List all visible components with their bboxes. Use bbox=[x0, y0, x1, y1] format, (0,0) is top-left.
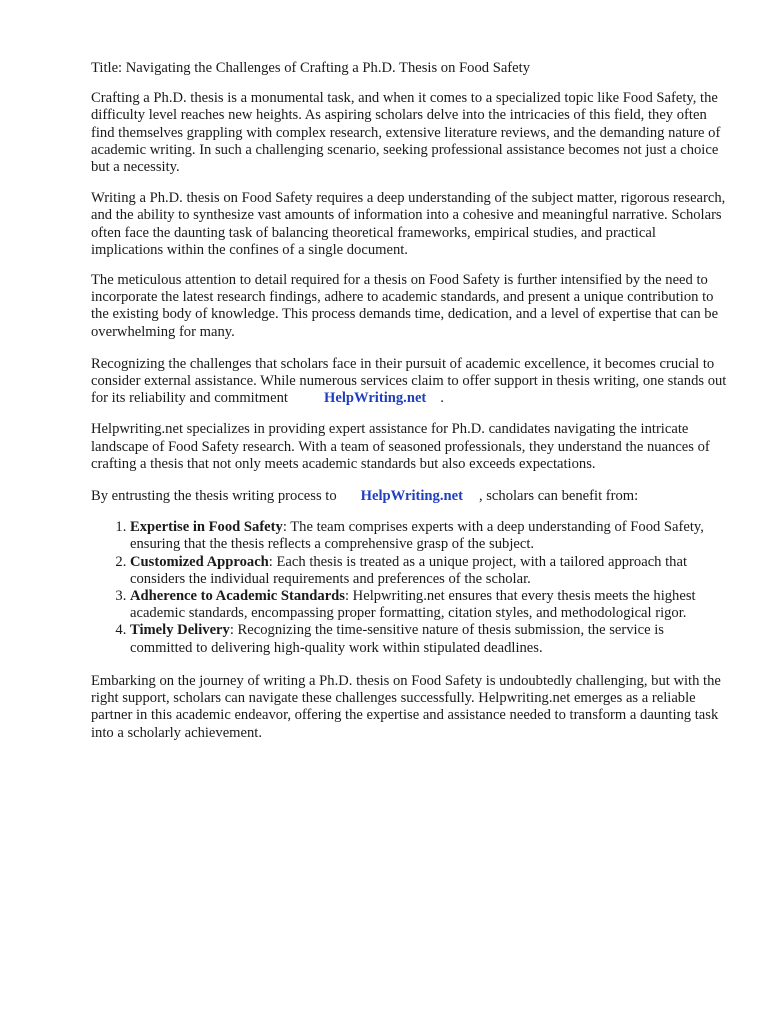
paragraph-conclusion: Embarking on the journey of writing a Ph.D. thesis on Food Safety is undoubtedly challenging, but with the right support, scholars can navigate these challenges successfully. Helpwriting.net emerges as a reliable partner in this academic endeavor, offering the expertise and assistance needed to transform a daunting task into a scholarly achievement. bbox=[91, 672, 721, 741]
paragraph-specializes: Helpwriting.net specializes in providing expert assistance for Ph.D. candidates navigating the intricate landscape of Food Safety research. With a team of seasoned professionals, they understand the nuances of crafting a thesis that not only meets academic standards but also exceeds expectations. bbox=[91, 421, 710, 472]
benefit-term: Expertise in Food Safety bbox=[130, 519, 283, 536]
helpwriting-link-2[interactable]: HelpWriting.net bbox=[360, 488, 463, 505]
list-item bbox=[130, 519, 728, 553]
paragraph-attention: The meticulous attention to detail required for a thesis on Food Safety is further intensified by the need to incorporate the latest research findings, adhere to academic standards, and present a unique contribution to the existing body of knowledge. This process demands time, dedication, and a level of expertise that can be overwhelming for many. bbox=[91, 272, 719, 340]
benefit-text: : Each thesis is treated as a unique project, with a tailored approach that considers the individual requirements and preferences of the scholar. bbox=[130, 553, 687, 587]
benefits-list bbox=[91, 519, 728, 657]
paragraph-requirements: Writing a Ph.D. thesis on Food Safety requires a deep understanding of the subject matter, rigorous research, and the ability to synthesize vast amounts of information into a cohesive and meaningful narrative. Scholars often face the daunting task of balancing theoretical frameworks, empirical studies, and practical implications within the confines of a single document. bbox=[91, 190, 726, 258]
list-item bbox=[130, 554, 728, 588]
list-item bbox=[130, 588, 728, 622]
list-item bbox=[130, 622, 728, 656]
helpwriting-link[interactable]: HelpWriting.net bbox=[323, 390, 427, 407]
paragraph-recognizing-end: . bbox=[440, 390, 444, 407]
paragraph-entrusting-end: , scholars can benefit from: bbox=[478, 488, 639, 505]
benefit-term: Customized Approach bbox=[130, 553, 269, 570]
benefit-text: : The team comprises experts with a deep understanding of Food Safety, ensuring that the thesis reflects a comprehensive grasp of the subject. bbox=[130, 519, 704, 553]
paragraph-recognizing bbox=[91, 356, 728, 408]
document-title: Title: Navigating the Challenges of Crafting a Ph.D. Thesis on Food Safety bbox=[91, 60, 530, 76]
paragraph-intro: Crafting a Ph.D. thesis is a monumental task, and when it comes to a specialized topic like Food Safety, the difficulty level reaches new heights. As aspiring scholars delve into the intricacies of this field, they often find themselves grappling with complex research, extensive literature reviews, and the demanding nature of academic writing. In such a challenging scenario, seeking professional assistance becomes not just a choice but a necessity. bbox=[91, 90, 721, 176]
paragraph-entrusting-text: By entrusting the thesis writing process to bbox=[91, 488, 337, 505]
paragraph-entrusting bbox=[91, 488, 728, 505]
benefit-text: : Helpwriting.net ensures that every thesis meets the highest academic standards, encompassing proper formatting, citation styles, and methodological rigor. bbox=[130, 588, 696, 622]
benefit-term: Timely Delivery bbox=[130, 622, 230, 639]
benefit-text: : Recognizing the time-sensitive nature of thesis submission, the service is committed to delivering high-quality work within stipulated deadlines. bbox=[130, 622, 664, 656]
benefit-term: Adherence to Academic Standards bbox=[130, 588, 345, 605]
paragraph-recognizing-text: Recognizing the challenges that scholars face in their pursuit of academic excellence, it becomes crucial to consider external assistance. While numerous services claim to offer support in thesis writing, one stands out for its reliability and commitment bbox=[91, 355, 727, 407]
